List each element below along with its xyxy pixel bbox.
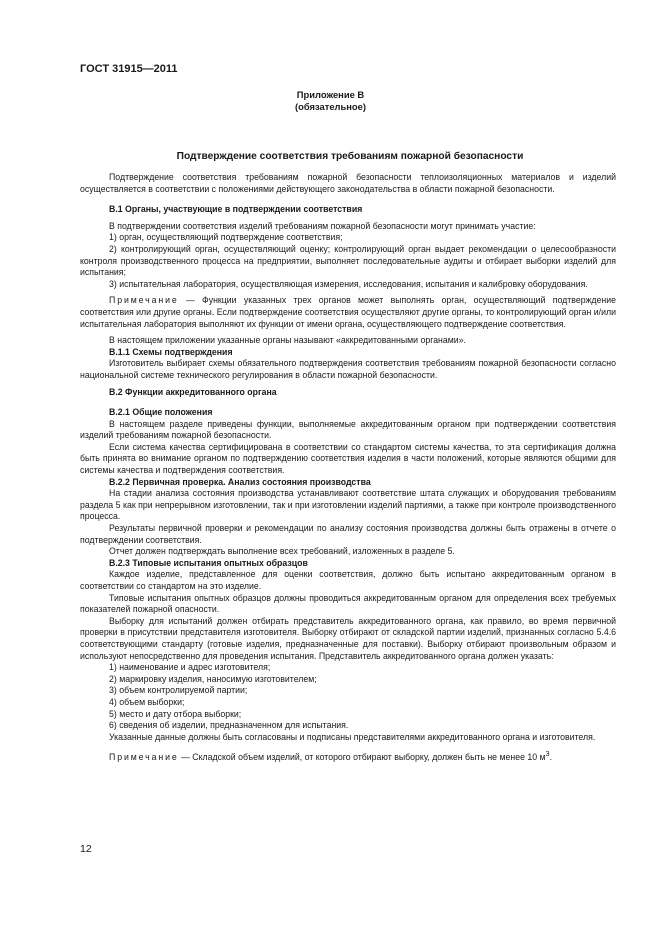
paragraph: Результаты первичной проверки и рекомендации по анализу состояния производства должны быть отражены в отчете о подтверждении соответствия. (80, 523, 616, 545)
paragraph: В подтверждении соответствия изделий требованиям пожарной безопасности могут принимать участие: (109, 220, 536, 231)
note-label: Примечание (109, 295, 179, 306)
paragraph: В настоящем приложении указанные органы называют «аккредитованными органами». (109, 335, 466, 346)
subsection-heading: В.1.1 Схемы подтверждения (109, 346, 233, 357)
list-item: 3) испытательная лаборатория, осуществляющая измерения, исследования, испытания и калибровку оборудования. (109, 278, 588, 289)
paragraph: Изготовитель выбирает схемы обязательного подтверждения соответствия требованиям пожарной безопасности согласно национальной системе технического регулирования в области пожарной безопасности. (80, 358, 616, 380)
list-item: 6) сведения об изделии, предназначенном для испытания. (109, 720, 349, 731)
list-item: 1) наименование и адрес изготовителя; (109, 662, 271, 673)
list-item: 4) объем выборки; (109, 696, 185, 707)
list-item: 5) место и дату отбора выборки; (109, 708, 242, 719)
paragraph: Каждое изделие, представленное для оценки соответствия, должно быть испытано аккредитованным органом в соответствии со стандартом на это изделие. (80, 569, 616, 591)
standard-number: ГОСТ 31915—2011 (80, 63, 178, 75)
paragraph: Типовые испытания опытных образцов должны проводиться аккредитованным органом для определения всех требуемых показателей пожарной опасности. (80, 592, 616, 615)
annex-status: (обязательное) (295, 101, 366, 112)
list-item: 3) объем контролируемой партии; (109, 685, 248, 696)
paragraph: На стадии анализа состояния производства устанавливают соответствие штата служащих и оборудования требованиям раздела 5 как при непрерывном изготовлении, так и при изготовлении изделий партиями, а также при контроле производственного процесса. (80, 488, 616, 522)
intro-paragraph: Подтверждение соответствия требованиям пожарной безопасности теплоизоляционных материалов и изделий осуществляется в соответствии с положениями действующего законодательства в области пожарной безопасности. (80, 172, 616, 194)
note-text: — Функции указанных трех органов может выполнять орган, осуществляющий подтверждение соответствия или другие органы. Если подтверждение соответствия осуществляют другие органы, то контролирующий орган и/или испытательная лаборатория выполняют их функции от имени органа, осуществляющего подтверждение соответствия. (80, 295, 616, 329)
paragraph: Указанные данные должны быть согласованы и подписаны представителями аккредитованного органа и изготовителя. (109, 731, 596, 742)
paragraph: Отчет должен подтверждать выполнение всех требований, изложенных в разделе 5. (109, 546, 455, 557)
note-paragraph (80, 295, 616, 330)
list-item: 2) контролирующий орган, осуществляющий оценку; контролирующий орган выдает рекомендации о целесообразности контроля производственного процесса на предприятии, выполняет последовательные аудиты и отбирает выборки изделий для испытания; (80, 243, 616, 278)
subsection-heading: В.2.2 Первичная проверка. Анализ состояния производства (109, 476, 371, 487)
paragraph: В настоящем разделе приведены функции, выполняемые аккредитованным органом при подтверждении соответствия изделий требованиям пожарной безопасности. (80, 418, 616, 441)
subsection-heading: В.2.1 Общие положения (109, 407, 213, 418)
annex-heading (0, 89, 661, 113)
note-end: . (549, 752, 553, 763)
list-item: 1) орган, осуществляющий подтверждение соответствия; (109, 232, 343, 243)
list-item: 2) маркировку изделия, наносимую изготовителем; (109, 673, 317, 684)
document-title: Подтверждение соответствия требованиям пожарной безопасности (176, 151, 524, 162)
page-number: 12 (80, 843, 92, 855)
note-label: Примечание (109, 752, 179, 763)
superscript: 3 (545, 749, 550, 759)
paragraph: Выборку для испытаний должен отбирать представитель аккредитованного органа, как правило, во время первичной проверки в присутствии представителя изготовителя. Выборку отбирают от складской партии изделий, признанных согласно 5.4.6 соответствующими стандарту (готовые изделия, предназначенные для поставки). Выборку отбирают произвольным образом и используют непосредственно для проведения испытания. Представитель аккредитованного органа должен указать: (80, 615, 616, 661)
section-heading: В.2 Функции аккредитованного органа (109, 386, 277, 397)
paragraph: Если система качества сертифицирована в соответствии со стандартом системы качества, то эта сертификация должна быть принята во внимание органом по подтверждению соответствия изделия в части положений, которые являются общими для системы качества и подтверждения соответствия. (80, 441, 616, 476)
document-body (80, 172, 616, 764)
section-heading: В.1 Органы, участвующие в подтверждении соответствия (109, 204, 363, 215)
annex-title: Приложение В (296, 89, 365, 100)
subsection-heading: В.2.3 Типовые испытания опытных образцов (109, 557, 308, 568)
note-text: — Складской объем изделий, от которого отбирают выборку, должен быть не менее 10 м (178, 752, 546, 763)
note-paragraph (80, 748, 616, 764)
